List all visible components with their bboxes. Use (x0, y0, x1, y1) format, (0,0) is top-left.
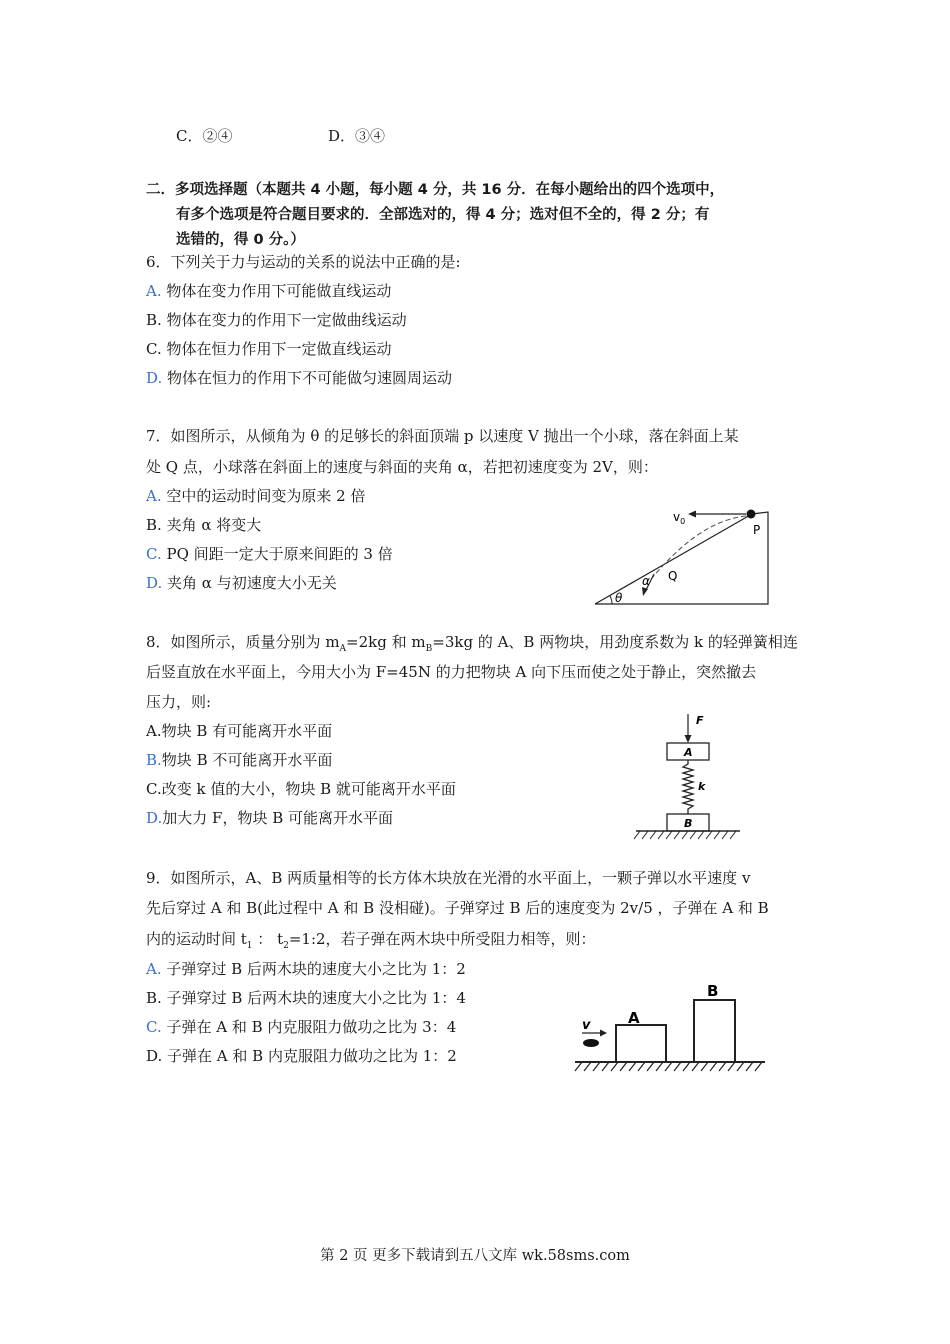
q8-option-a-text: 物块 B 有可能离开水平面 (161, 722, 333, 740)
q9-line3-a: 内的运动时间 t (146, 930, 247, 948)
q6-option-c-text: 物体在恒力作用下一定做直线运动 (161, 340, 392, 358)
q9-option-b-text: 子弹穿过 B 后两木块的速度大小之比为 1：4 (161, 989, 466, 1007)
force-label: F (696, 714, 704, 727)
force-arrowhead (685, 735, 692, 743)
q9-option-a-text: 子弹穿过 B 后两木块的速度大小之比为 1：2 (161, 960, 466, 978)
q9-option-b-label: B. (146, 989, 162, 1007)
q6-option-b-text: 物体在变力的作用下一定做曲线运动 (161, 311, 407, 329)
q8-option-c-text: 改变 k 值的大小，物块 B 就可能离开水平面 (161, 780, 456, 798)
q7-option-d (146, 573, 337, 593)
q7-option-d-label: D. (146, 574, 163, 592)
q9-option-c (146, 1017, 456, 1037)
q7-stem-line2: 处 Q 点，小球落在斜面上的速度与斜面的夹角 α，若把初速度变为 2V，则： (146, 458, 658, 476)
block-b-label: B (684, 817, 693, 830)
v0-arrowhead (688, 511, 696, 518)
q8-line1-a: 8．如图所示，质量分别为 m (146, 633, 340, 651)
bullet-v-label: v (582, 1018, 591, 1033)
point-q-label: Q (668, 569, 678, 583)
ground-hatch (575, 1062, 762, 1071)
q7-incline-figure (590, 500, 780, 610)
q7-stem-line1: 7．如图所示，从倾角为 θ 的足够长的斜面顶端 p 以速度 V 抛出一个小球，落在斜面上某 (146, 427, 739, 445)
q9-option-a-label: A. (146, 960, 162, 978)
q8-option-c-label: C. (146, 780, 162, 798)
q8-option-a (146, 721, 332, 741)
q6-option-d-label: D. (146, 369, 163, 387)
option-d-prev: D．③④ (328, 127, 386, 145)
q8-stem-line2: 后竖直放在水平面上，今用大小为 F=45N 的力把物块 A 向下压而使之处于静止，突然撤去 (146, 663, 757, 681)
q9-sub2: 2 (283, 941, 289, 951)
q9-option-d-text: 子弹在 A 和 B 内克服阻力做功之比为 1：2 (162, 1047, 457, 1065)
q7-option-b-text: 夹角 α 将变大 (161, 516, 262, 534)
block-a-label: A (684, 746, 693, 759)
q6-option-a-label: A. (146, 282, 162, 300)
q8-option-c (146, 779, 456, 799)
q8-option-d-label: D. (146, 809, 163, 827)
q6-stem: 6．下列关于力与运动的关系的说法中正确的是: (146, 253, 461, 271)
q6-option-b-label: B. (146, 311, 162, 329)
q6-option-a (146, 281, 391, 301)
q8-stem-line1 (146, 632, 798, 659)
q9-sub1: 1 (246, 941, 253, 951)
q8-stem-line3: 压力，则: (146, 693, 212, 711)
q9-option-b (146, 988, 466, 1008)
theta-arc (610, 596, 612, 604)
q6-option-b (146, 310, 407, 330)
alpha-label: α (642, 574, 650, 588)
q8-option-b (146, 750, 332, 770)
q9-bullet-figure (570, 980, 770, 1080)
block-b-label: B (707, 982, 719, 1000)
q7-option-d-text: 夹角 α 与初速度大小无关 (162, 574, 337, 592)
q7-option-c-label: C. (146, 545, 162, 563)
spring (683, 760, 693, 814)
q9-option-a (146, 959, 466, 979)
q8-option-b-text: 物块 B 不可能离开水平面 (161, 751, 333, 769)
q9-option-d-label: D. (146, 1047, 163, 1065)
ground-hatch (634, 831, 736, 839)
q8-spring-figure (630, 710, 745, 845)
q6-option-d-text: 物体在恒力的作用下不可能做匀速圆周运动 (162, 369, 453, 387)
q7-option-c (146, 544, 393, 564)
q8-option-d-text: 加大力 F，物块 B 可能离开水平面 (162, 809, 394, 827)
q6-option-d (146, 368, 452, 388)
q7-option-a (146, 486, 365, 506)
option-c-prev: C．②④ (176, 127, 233, 145)
section-header-line1: 二．多项选择题（本题共 4 小题，每小题 4 分，共 16 分．在每小题给出的四个选项中， (146, 182, 725, 198)
theta-label: θ (615, 591, 623, 605)
block-a-label: A (628, 1009, 640, 1027)
q9-option-c-label: C. (146, 1018, 162, 1036)
q9-stem-line1: 9．如图所示，A、B 两质量相等的长方体木块放在光滑的水平面上，一颗子弹以水平速度 v (146, 869, 751, 887)
point-p-label: P (753, 523, 761, 537)
q8-line1-c: =3kg 的 A、B 两物块，用劲度系数为 k 的轻弹簧相连 (432, 633, 798, 651)
q7-option-a-text: 空中的运动时间变为原来 2 倍 (161, 487, 366, 505)
q8-option-b-label: B. (146, 751, 162, 769)
bullet-arrowhead (600, 1030, 607, 1037)
ball-p (747, 510, 756, 519)
q8-sub-b: B (425, 644, 433, 654)
q8-sub-a: A (339, 644, 347, 654)
q6-option-c-label: C. (146, 340, 162, 358)
q9-line3-b: ： t (252, 930, 284, 948)
q6-option-a-text: 物体在变力作用下可能做直线运动 (161, 282, 392, 300)
block-a (616, 1025, 666, 1062)
q9-line3-c: =1:2，若子弹在两木块中所受阻力相等，则： (288, 930, 596, 948)
q9-option-c-text: 子弹在 A 和 B 内克服阻力做功之比为 3：4 (161, 1018, 457, 1036)
q7-option-b (146, 515, 261, 535)
q9-stem-line3 (146, 929, 596, 956)
q6-option-c (146, 339, 392, 359)
section-header-line3: 选错的，得 0 分。） (176, 232, 305, 248)
page-footer: 第 2 页 更多下载请到五八文库 wk.58sms.com (320, 1248, 630, 1264)
q8-line1-b: =2kg 和 m (346, 633, 426, 651)
q9-stem-line2: 先后穿过 A 和 B(此过程中 A 和 B 没相碰)。子弹穿过 B 后的速度变为 2v/5 ，子弹在 A 和 B (146, 899, 769, 917)
q9-option-d (146, 1046, 457, 1066)
section-header-line2: 有多个选项是符合题目要求的．全部选对的，得 4 分；选对但不全的，得 2 分；有 (176, 207, 710, 223)
block-b (694, 1000, 735, 1062)
q7-option-c-text: PQ 间距一定大于原来间距的 3 倍 (161, 545, 393, 563)
spring-k-label: k (698, 780, 706, 793)
bullet (583, 1039, 599, 1047)
q7-option-b-label: B. (146, 516, 162, 534)
q7-option-a-label: A. (146, 487, 162, 505)
q8-option-d (146, 808, 393, 828)
q8-option-a-label: A. (146, 722, 162, 740)
v0-label: $v_0$ (673, 510, 686, 526)
